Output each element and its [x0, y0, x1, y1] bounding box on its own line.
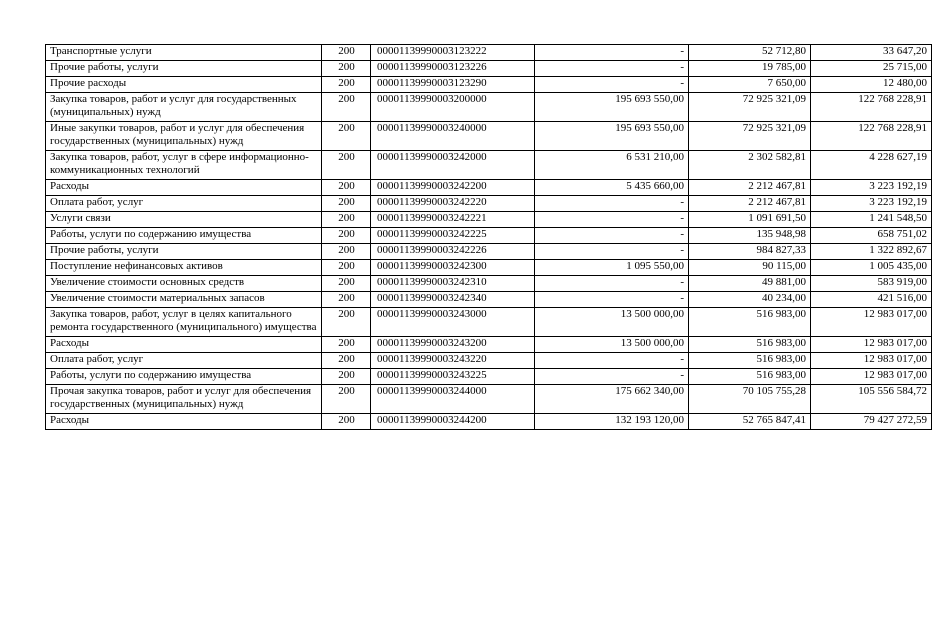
- expense-name-cell: Закупка товаров, работ, услуг в целях капитального ремонта государственного (муниципального) имущества: [46, 308, 322, 337]
- executed-amount-cell: 52 765 847,41: [689, 414, 811, 430]
- executed-amount-cell: 1 091 691,50: [689, 212, 811, 228]
- budget-classification-code-cell: 00001139990003242310: [371, 276, 535, 292]
- line-code-cell: 200: [322, 228, 371, 244]
- budget-classification-code-cell: 00001139990003242220: [371, 196, 535, 212]
- table-row: [46, 228, 932, 244]
- budget-execution-table: [45, 44, 932, 430]
- table-row: [46, 353, 932, 369]
- unexecuted-amount-cell: 583 919,00: [811, 276, 932, 292]
- expense-name-cell: Закупка товаров, работ, услуг в сфере информационно-коммуникационных технологий: [46, 151, 322, 180]
- table-row: [46, 337, 932, 353]
- approved-amount-cell: -: [535, 61, 689, 77]
- budget-classification-code-cell: 00001139990003244200: [371, 414, 535, 430]
- line-code-cell: 200: [322, 61, 371, 77]
- executed-amount-cell: 516 983,00: [689, 337, 811, 353]
- approved-amount-cell: 5 435 660,00: [535, 180, 689, 196]
- line-code-cell: 200: [322, 122, 371, 151]
- budget-classification-code-cell: 00001139990003244000: [371, 385, 535, 414]
- expense-name-cell: Закупка товаров, работ и услуг для государственных (муниципальных) нужд: [46, 93, 322, 122]
- expense-name-cell: Прочие работы, услуги: [46, 61, 322, 77]
- table-row: [46, 196, 932, 212]
- budget-classification-code-cell: 00001139990003242225: [371, 228, 535, 244]
- line-code-cell: 200: [322, 353, 371, 369]
- expense-name-cell: Увеличение стоимости материальных запасов: [46, 292, 322, 308]
- table-row: [46, 122, 932, 151]
- line-code-cell: 200: [322, 385, 371, 414]
- budget-classification-code-cell: 00001139990003242221: [371, 212, 535, 228]
- line-code-cell: 200: [322, 414, 371, 430]
- executed-amount-cell: 52 712,80: [689, 45, 811, 61]
- approved-amount-cell: 1 095 550,00: [535, 260, 689, 276]
- executed-amount-cell: 72 925 321,09: [689, 122, 811, 151]
- line-code-cell: 200: [322, 292, 371, 308]
- expense-name-cell: Расходы: [46, 337, 322, 353]
- line-code-cell: 200: [322, 93, 371, 122]
- budget-classification-code-cell: 00001139990003242200: [371, 180, 535, 196]
- approved-amount-cell: -: [535, 45, 689, 61]
- executed-amount-cell: 90 115,00: [689, 260, 811, 276]
- line-code-cell: 200: [322, 196, 371, 212]
- expense-name-cell: Расходы: [46, 414, 322, 430]
- executed-amount-cell: 70 105 755,28: [689, 385, 811, 414]
- line-code-cell: 200: [322, 244, 371, 260]
- approved-amount-cell: 6 531 210,00: [535, 151, 689, 180]
- line-code-cell: 200: [322, 308, 371, 337]
- line-code-cell: 200: [322, 151, 371, 180]
- unexecuted-amount-cell: 421 516,00: [811, 292, 932, 308]
- expense-name-cell: Расходы: [46, 180, 322, 196]
- line-code-cell: 200: [322, 369, 371, 385]
- table-row: [46, 212, 932, 228]
- table-row: [46, 77, 932, 93]
- unexecuted-amount-cell: 1 241 548,50: [811, 212, 932, 228]
- executed-amount-cell: 19 785,00: [689, 61, 811, 77]
- budget-classification-code-cell: 00001139990003243220: [371, 353, 535, 369]
- table-row: [46, 180, 932, 196]
- budget-classification-code-cell: 00001139990003200000: [371, 93, 535, 122]
- table-row: [46, 369, 932, 385]
- unexecuted-amount-cell: 4 228 627,19: [811, 151, 932, 180]
- line-code-cell: 200: [322, 180, 371, 196]
- table-row: [46, 260, 932, 276]
- budget-classification-code-cell: 00001139990003242000: [371, 151, 535, 180]
- approved-amount-cell: -: [535, 353, 689, 369]
- executed-amount-cell: 40 234,00: [689, 292, 811, 308]
- approved-amount-cell: -: [535, 212, 689, 228]
- approved-amount-cell: -: [535, 244, 689, 260]
- executed-amount-cell: 516 983,00: [689, 308, 811, 337]
- table-row: [46, 385, 932, 414]
- unexecuted-amount-cell: 1 005 435,00: [811, 260, 932, 276]
- expense-name-cell: Оплата работ, услуг: [46, 196, 322, 212]
- expense-name-cell: Прочие работы, услуги: [46, 244, 322, 260]
- approved-amount-cell: -: [535, 369, 689, 385]
- line-code-cell: 200: [322, 77, 371, 93]
- table-row: [46, 151, 932, 180]
- table-row: [46, 414, 932, 430]
- line-code-cell: 200: [322, 45, 371, 61]
- approved-amount-cell: -: [535, 292, 689, 308]
- executed-amount-cell: 2 302 582,81: [689, 151, 811, 180]
- unexecuted-amount-cell: 122 768 228,91: [811, 93, 932, 122]
- table-row: [46, 45, 932, 61]
- budget-classification-code-cell: 00001139990003242300: [371, 260, 535, 276]
- unexecuted-amount-cell: 12 983 017,00: [811, 308, 932, 337]
- expense-name-cell: Оплата работ, услуг: [46, 353, 322, 369]
- budget-classification-code-cell: 00001139990003243225: [371, 369, 535, 385]
- expense-name-cell: Иные закупки товаров, работ и услуг для обеспечения государственных (муниципальных) нужд: [46, 122, 322, 151]
- unexecuted-amount-cell: 12 983 017,00: [811, 353, 932, 369]
- approved-amount-cell: 175 662 340,00: [535, 385, 689, 414]
- executed-amount-cell: 516 983,00: [689, 369, 811, 385]
- unexecuted-amount-cell: 3 223 192,19: [811, 180, 932, 196]
- expense-name-cell: Увеличение стоимости основных средств: [46, 276, 322, 292]
- unexecuted-amount-cell: 12 983 017,00: [811, 337, 932, 353]
- executed-amount-cell: 516 983,00: [689, 353, 811, 369]
- budget-classification-code-cell: 00001139990003242340: [371, 292, 535, 308]
- table-row: [46, 93, 932, 122]
- executed-amount-cell: 49 881,00: [689, 276, 811, 292]
- executed-amount-cell: 72 925 321,09: [689, 93, 811, 122]
- executed-amount-cell: 2 212 467,81: [689, 196, 811, 212]
- unexecuted-amount-cell: 12 480,00: [811, 77, 932, 93]
- table-row: [46, 292, 932, 308]
- approved-amount-cell: 13 500 000,00: [535, 308, 689, 337]
- unexecuted-amount-cell: 105 556 584,72: [811, 385, 932, 414]
- approved-amount-cell: -: [535, 196, 689, 212]
- approved-amount-cell: 132 193 120,00: [535, 414, 689, 430]
- expense-name-cell: Прочие расходы: [46, 77, 322, 93]
- unexecuted-amount-cell: 12 983 017,00: [811, 369, 932, 385]
- approved-amount-cell: 195 693 550,00: [535, 93, 689, 122]
- budget-classification-code-cell: 00001139990003240000: [371, 122, 535, 151]
- budget-classification-code-cell: 00001139990003243200: [371, 337, 535, 353]
- expense-name-cell: Поступление нефинансовых активов: [46, 260, 322, 276]
- table-row: [46, 276, 932, 292]
- approved-amount-cell: 195 693 550,00: [535, 122, 689, 151]
- approved-amount-cell: -: [535, 228, 689, 244]
- table-body: [46, 45, 932, 430]
- budget-classification-code-cell: 00001139990003243000: [371, 308, 535, 337]
- expense-name-cell: Услуги связи: [46, 212, 322, 228]
- expense-name-cell: Транспортные услуги: [46, 45, 322, 61]
- line-code-cell: 200: [322, 337, 371, 353]
- unexecuted-amount-cell: 3 223 192,19: [811, 196, 932, 212]
- unexecuted-amount-cell: 33 647,20: [811, 45, 932, 61]
- expense-name-cell: Прочая закупка товаров, работ и услуг для обеспечения государственных (муниципальных) нужд: [46, 385, 322, 414]
- expense-name-cell: Работы, услуги по содержанию имущества: [46, 228, 322, 244]
- table-row: [46, 61, 932, 77]
- budget-classification-code-cell: 00001139990003242226: [371, 244, 535, 260]
- unexecuted-amount-cell: 658 751,02: [811, 228, 932, 244]
- approved-amount-cell: -: [535, 77, 689, 93]
- unexecuted-amount-cell: 1 322 892,67: [811, 244, 932, 260]
- executed-amount-cell: 2 212 467,81: [689, 180, 811, 196]
- table-row: [46, 244, 932, 260]
- executed-amount-cell: 984 827,33: [689, 244, 811, 260]
- line-code-cell: 200: [322, 276, 371, 292]
- budget-classification-code-cell: 00001139990003123226: [371, 61, 535, 77]
- table-row: [46, 308, 932, 337]
- executed-amount-cell: 135 948,98: [689, 228, 811, 244]
- unexecuted-amount-cell: 79 427 272,59: [811, 414, 932, 430]
- expense-name-cell: Работы, услуги по содержанию имущества: [46, 369, 322, 385]
- budget-classification-code-cell: 00001139990003123222: [371, 45, 535, 61]
- approved-amount-cell: 13 500 000,00: [535, 337, 689, 353]
- budget-classification-code-cell: 00001139990003123290: [371, 77, 535, 93]
- executed-amount-cell: 7 650,00: [689, 77, 811, 93]
- unexecuted-amount-cell: 25 715,00: [811, 61, 932, 77]
- line-code-cell: 200: [322, 212, 371, 228]
- approved-amount-cell: -: [535, 276, 689, 292]
- line-code-cell: 200: [322, 260, 371, 276]
- unexecuted-amount-cell: 122 768 228,91: [811, 122, 932, 151]
